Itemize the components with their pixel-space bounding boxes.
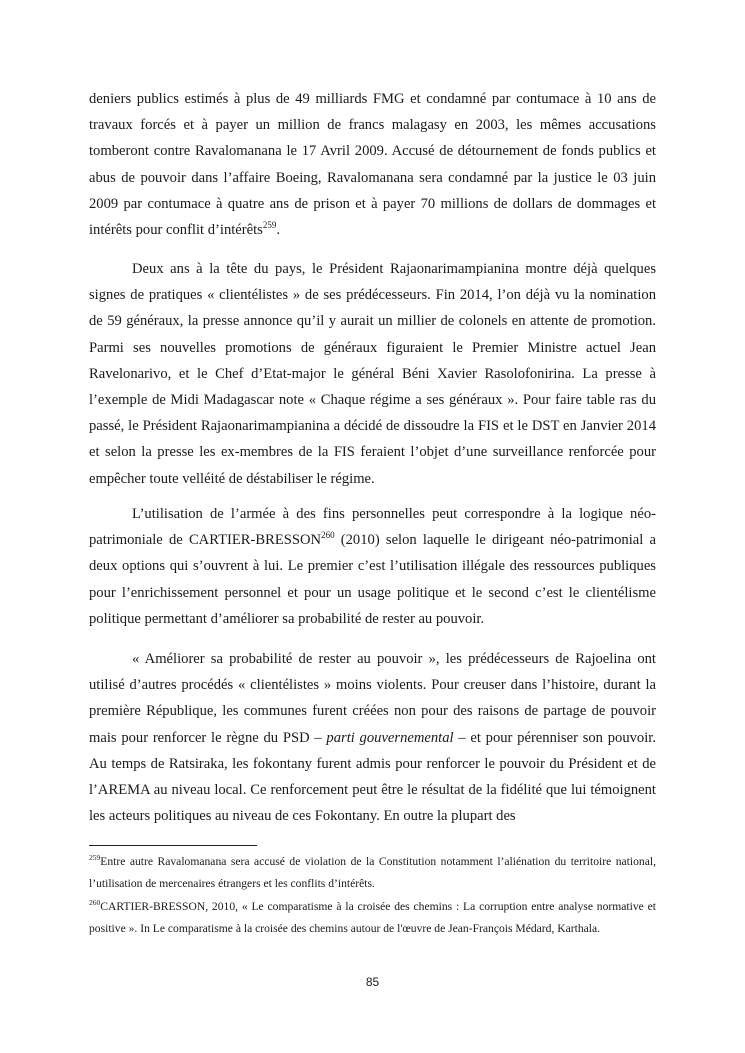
footnote-number: 259 [89, 853, 101, 862]
paragraph-1: deniers publics estimés à plus de 49 milliards FMG et condamné par contumace à 10 ans de travaux forcés et à payer un million de francs malagasy en 2003, les mêmes accusations tomberont contre Ravalomanana le 17 Avril 2009. Accusé de détournement de fonds publics et abus de pouvoir dans l’affaire Boeing, Ravalomanana sera condamné par la justice le 03 juin 2009 par contumace à quatre ans de prison et à payer 70 millions de dollars de dommages et intérêts pour conflit d’intérêts$^{259}$. [89, 91, 656, 239]
paragraph-4: « Améliorer sa probabilité de rester au pouvoir », les prédécesseurs de Rajoelina ont utilisé d’autres procédés « clientélistes » moins violents. Pour creuser dans l’histoire, durant la première République, les communes furent créées non pour des raisons de partage de pouvoir mais pour renforcer le règne du PSD – parti gouvernemental – et pour pérenniser son pouvoir. Au temps de Ratsiraka, les fokontany furent admis pour renforcer le pouvoir du Président et de l’AREMA au niveau local. Ce renforcement peut être le résultat de la fidélité que lui témoignent les acteurs politiques au niveau de ces Fokontany. En outre la plupart des [89, 651, 656, 825]
footnote-number: 260 [89, 898, 101, 907]
footnote-ref-260[interactable]: 260 [321, 530, 335, 541]
paragraph-3: L’utilisation de l’armée à des fins personnelles peut correspondre à la logique néo-patrimoniale de CARTIER-BRESSON$^{260}$ (2010) selon laquelle le dirigeant néo-patrimonial a deux options qui s’ouvrent à lui. Le premier c’est l’utilisation illégale des ressources publiques pour l’enrichissement personnel et pour un usage politique et le second c’est le clientélisme politique permettant d’améliorer sa probabilité de rester au pouvoir. [89, 506, 657, 627]
footnote-ref-259[interactable]: 259 [262, 220, 277, 231]
footnote-259: $^{259}$Entre autre Ravalomanana sera accusé de violation de la Constitution notamment l’aliénation du territoire national, l’utilisation de mercenaires étrangers et les conflits d’intérêts. [89, 853, 656, 890]
page-number: 85 [365, 975, 380, 989]
paragraph-2: Deux ans à la tête du pays, le Président Rajaonarimampianina montre déjà quelques signes de pratiques « clientélistes » de ses prédécesseurs. Fin 2014, l’on déjà vu la nomination de 59 généraux, la presse annonce qu’il y aurait un millier de colonels en attente de promotion. Parmi ses nouvelles promotions de généraux figuraient le Premier Ministre actuel Jean Ravelonarivo, et le Chef d’Etat-major le général Béni Xavier Rasolofonirina. La presse à l’exemple de Midi Madagascar note « Chaque régime a ses généraux ». Pour faire table ras du passé, le Président Rajaonarimampianina a décidé de dissoudre la FIS et le DST en Janvier 2014 et selon la presse les ex-membres de la FIS feraient l’objet d’une surveillance renforcée pour empêcher toute velléité de déstabiliser le régime. [89, 261, 656, 487]
footnote-separator [89, 845, 257, 846]
footnote-260: $^{260}$CARTIER-BRESSON, 2010, « Le comparatisme à la croisée des chemins : La corruption entre analyse normative et positive ». In Le comparatisme à la croisée des chemins autour de l'œuvre de Jean-François Médard, Karthala. [89, 898, 656, 935]
